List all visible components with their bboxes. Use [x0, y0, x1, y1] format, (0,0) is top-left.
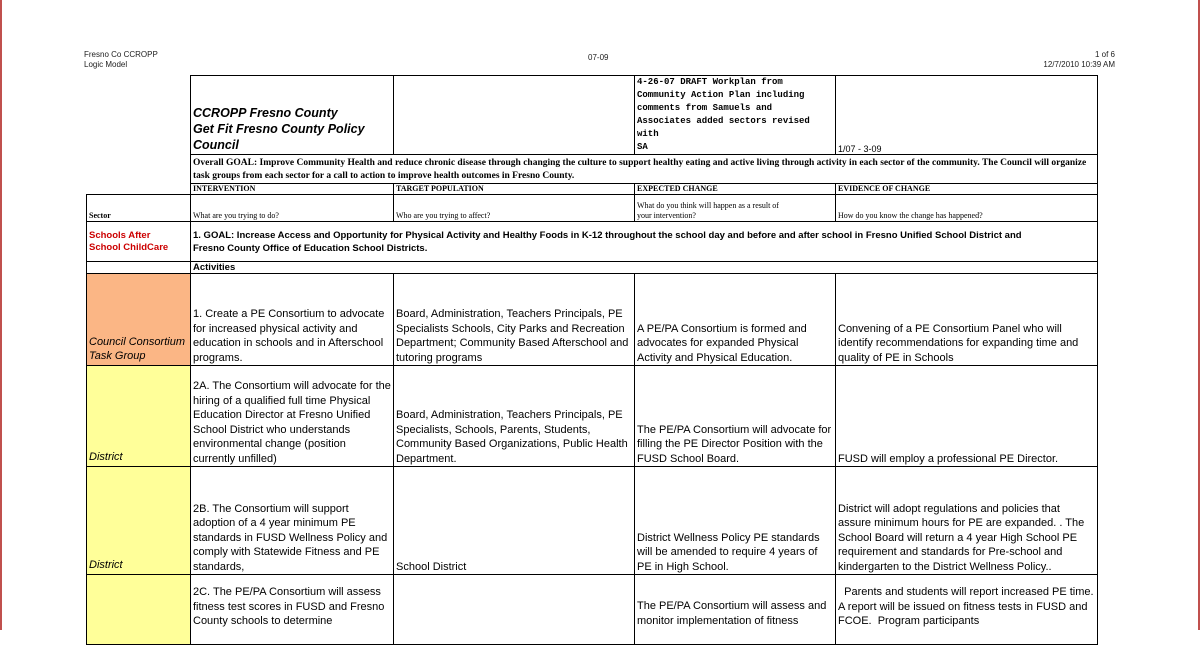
col-evidence: EVIDENCE OF CHANGE: [836, 184, 1098, 195]
q-intervention: What are you trying to do?: [191, 195, 394, 222]
row-intervention: 2B. The Consortium will support adoption of a 4 year minimum PE standards in FUSD Wellness Policy and comply with Statewide Fitness and PE standards,: [191, 467, 394, 575]
col-expected: EXPECTED CHANGE: [635, 184, 836, 195]
activities-row: [87, 262, 1098, 274]
row-target: School District: [394, 467, 635, 575]
overall-goal: Overall GOAL: Improve Community Health and reduce chronic disease through changing the culture to support healthy eating and active living through activity in each sector of the community. The Council will organize task groups from each sector for a call to action to improve health outcomes in Fresno County.: [191, 155, 1098, 184]
table-row: [87, 274, 1098, 366]
row-sector: Council Consortium Task Group: [87, 274, 191, 366]
table-row: [87, 575, 1098, 645]
q-expected-line-2: your intervention?: [637, 211, 696, 220]
q-target: Who are you trying to affect?: [394, 195, 635, 222]
table-row: [87, 467, 1098, 575]
title-cell: [191, 76, 394, 155]
date-range-cell: [836, 76, 1098, 155]
row-sector: District: [87, 467, 191, 575]
row-expected: A PE/PA Consortium is formed and advocates for expanded Physical Activity and Physical Education.: [635, 274, 836, 366]
section-goal-line-2: Fresno County Office of Education School Districts.: [193, 242, 428, 254]
column-headers-row: [87, 184, 1098, 195]
col-target: TARGET POPULATION: [394, 184, 635, 195]
header-org: Fresno Co CCROPP: [84, 50, 158, 59]
title-line-3: Council: [193, 138, 239, 152]
date-range: 1/07 - 3-09: [838, 144, 882, 154]
draft-line-3: comments from Samuels and: [637, 103, 773, 113]
q-evidence: How do you know the change has happened?: [836, 195, 1098, 222]
draft-line-2: Community Action Plan including: [637, 90, 805, 100]
q-expected-line-1: What do you think will happen as a result of: [637, 201, 779, 210]
table-row: [87, 366, 1098, 467]
col-sector: Sector: [87, 195, 191, 222]
header-doc-type: Logic Model: [84, 60, 128, 69]
row-expected: District Wellness Policy PE standards will be amended to require 4 years of PE in High School.: [635, 467, 836, 575]
section-goal: [191, 222, 1098, 262]
logic-model-table: [86, 75, 1098, 645]
section-goal-line-1: 1. GOAL: Increase Access and Opportunity for Physical Activity and Healthy Foods in K-12 throughout the school day and before and after school in Fresno Unified School District and: [193, 229, 1022, 241]
col-intervention: INTERVENTION: [191, 184, 394, 195]
header-right: [1000, 50, 1115, 70]
title-line-2: Get Fit Fresno County Policy: [193, 122, 365, 136]
draft-note-cell: [635, 76, 836, 155]
section-goal-row: [87, 222, 1098, 262]
row-evidence: FUSD will employ a professional PE Director.: [836, 366, 1098, 467]
left-frame-border: [0, 0, 2, 630]
row-evidence: Convening of a PE Consortium Panel who will identify recommendations for expanding time and quality of PE in Schools: [836, 274, 1098, 366]
row-target: Board, Administration, Teachers Principals, PE Specialists Schools, City Parks and Recreation Department; Community Based Afterschool and tutoring programs: [394, 274, 635, 366]
header-center: 07-09: [588, 53, 609, 62]
row-sector: [87, 575, 191, 645]
sector-schools-afterschool: [87, 222, 191, 262]
activities-label: Activities: [191, 262, 1098, 274]
sector-label-line-2: School ChildCare: [89, 241, 169, 253]
header-page: 1 of 6: [1094, 50, 1115, 59]
q-expected: [635, 195, 836, 222]
row-evidence: District will adopt regulations and policies that assure minimum hours for PE are expanded. . The School Board will return a 4 year High School PE requirement and standards for Pre-school and kindergarten to the District Wellness Policy..: [836, 467, 1098, 575]
header-left: [84, 50, 158, 70]
column-questions-row: [87, 195, 1098, 222]
sector-label-line-1: Schools After: [89, 229, 151, 241]
row-target: [394, 575, 635, 645]
header-datetime: 12/7/2010 10:39 AM: [1043, 60, 1115, 69]
row-expected: The PE/PA Consortium will assess and monitor implementation of fitness: [635, 575, 836, 645]
draft-line-1: 4-26-07 DRAFT Workplan from: [637, 77, 783, 87]
row-intervention: 1. Create a PE Consortium to advocate for increased physical activity and education in schools and in Afterschool programs.: [191, 274, 394, 366]
row-sector: District: [87, 366, 191, 467]
draft-line-5: SA: [637, 142, 648, 152]
draft-line-4: Associates added sectors revised with: [637, 116, 810, 139]
title-row: [87, 76, 1098, 155]
title-line-1: CCROPP Fresno County: [193, 106, 338, 120]
row-intervention: 2A. The Consortium will advocate for the hiring of a qualified full time Physical Education Director at Fresno Unified School District who understands environmental change (position currently unfilled): [191, 366, 394, 467]
row-target: Board, Administration, Teachers Principals, PE Specialists, Schools, Parents, Students, Community Based Organizations, Public Health Department.: [394, 366, 635, 467]
overall-goal-row: [87, 155, 1098, 184]
row-expected: The PE/PA Consortium will advocate for filling the PE Director Position with the FUSD School Board.: [635, 366, 836, 467]
row-intervention: 2C. The PE/PA Consortium will assess fitness test scores in FUSD and Fresno County schools to determine: [191, 575, 394, 645]
row-evidence: Parents and students will report increased PE time. A report will be issued on fitness tests in FUSD and FCOE. Program participants: [836, 575, 1098, 645]
